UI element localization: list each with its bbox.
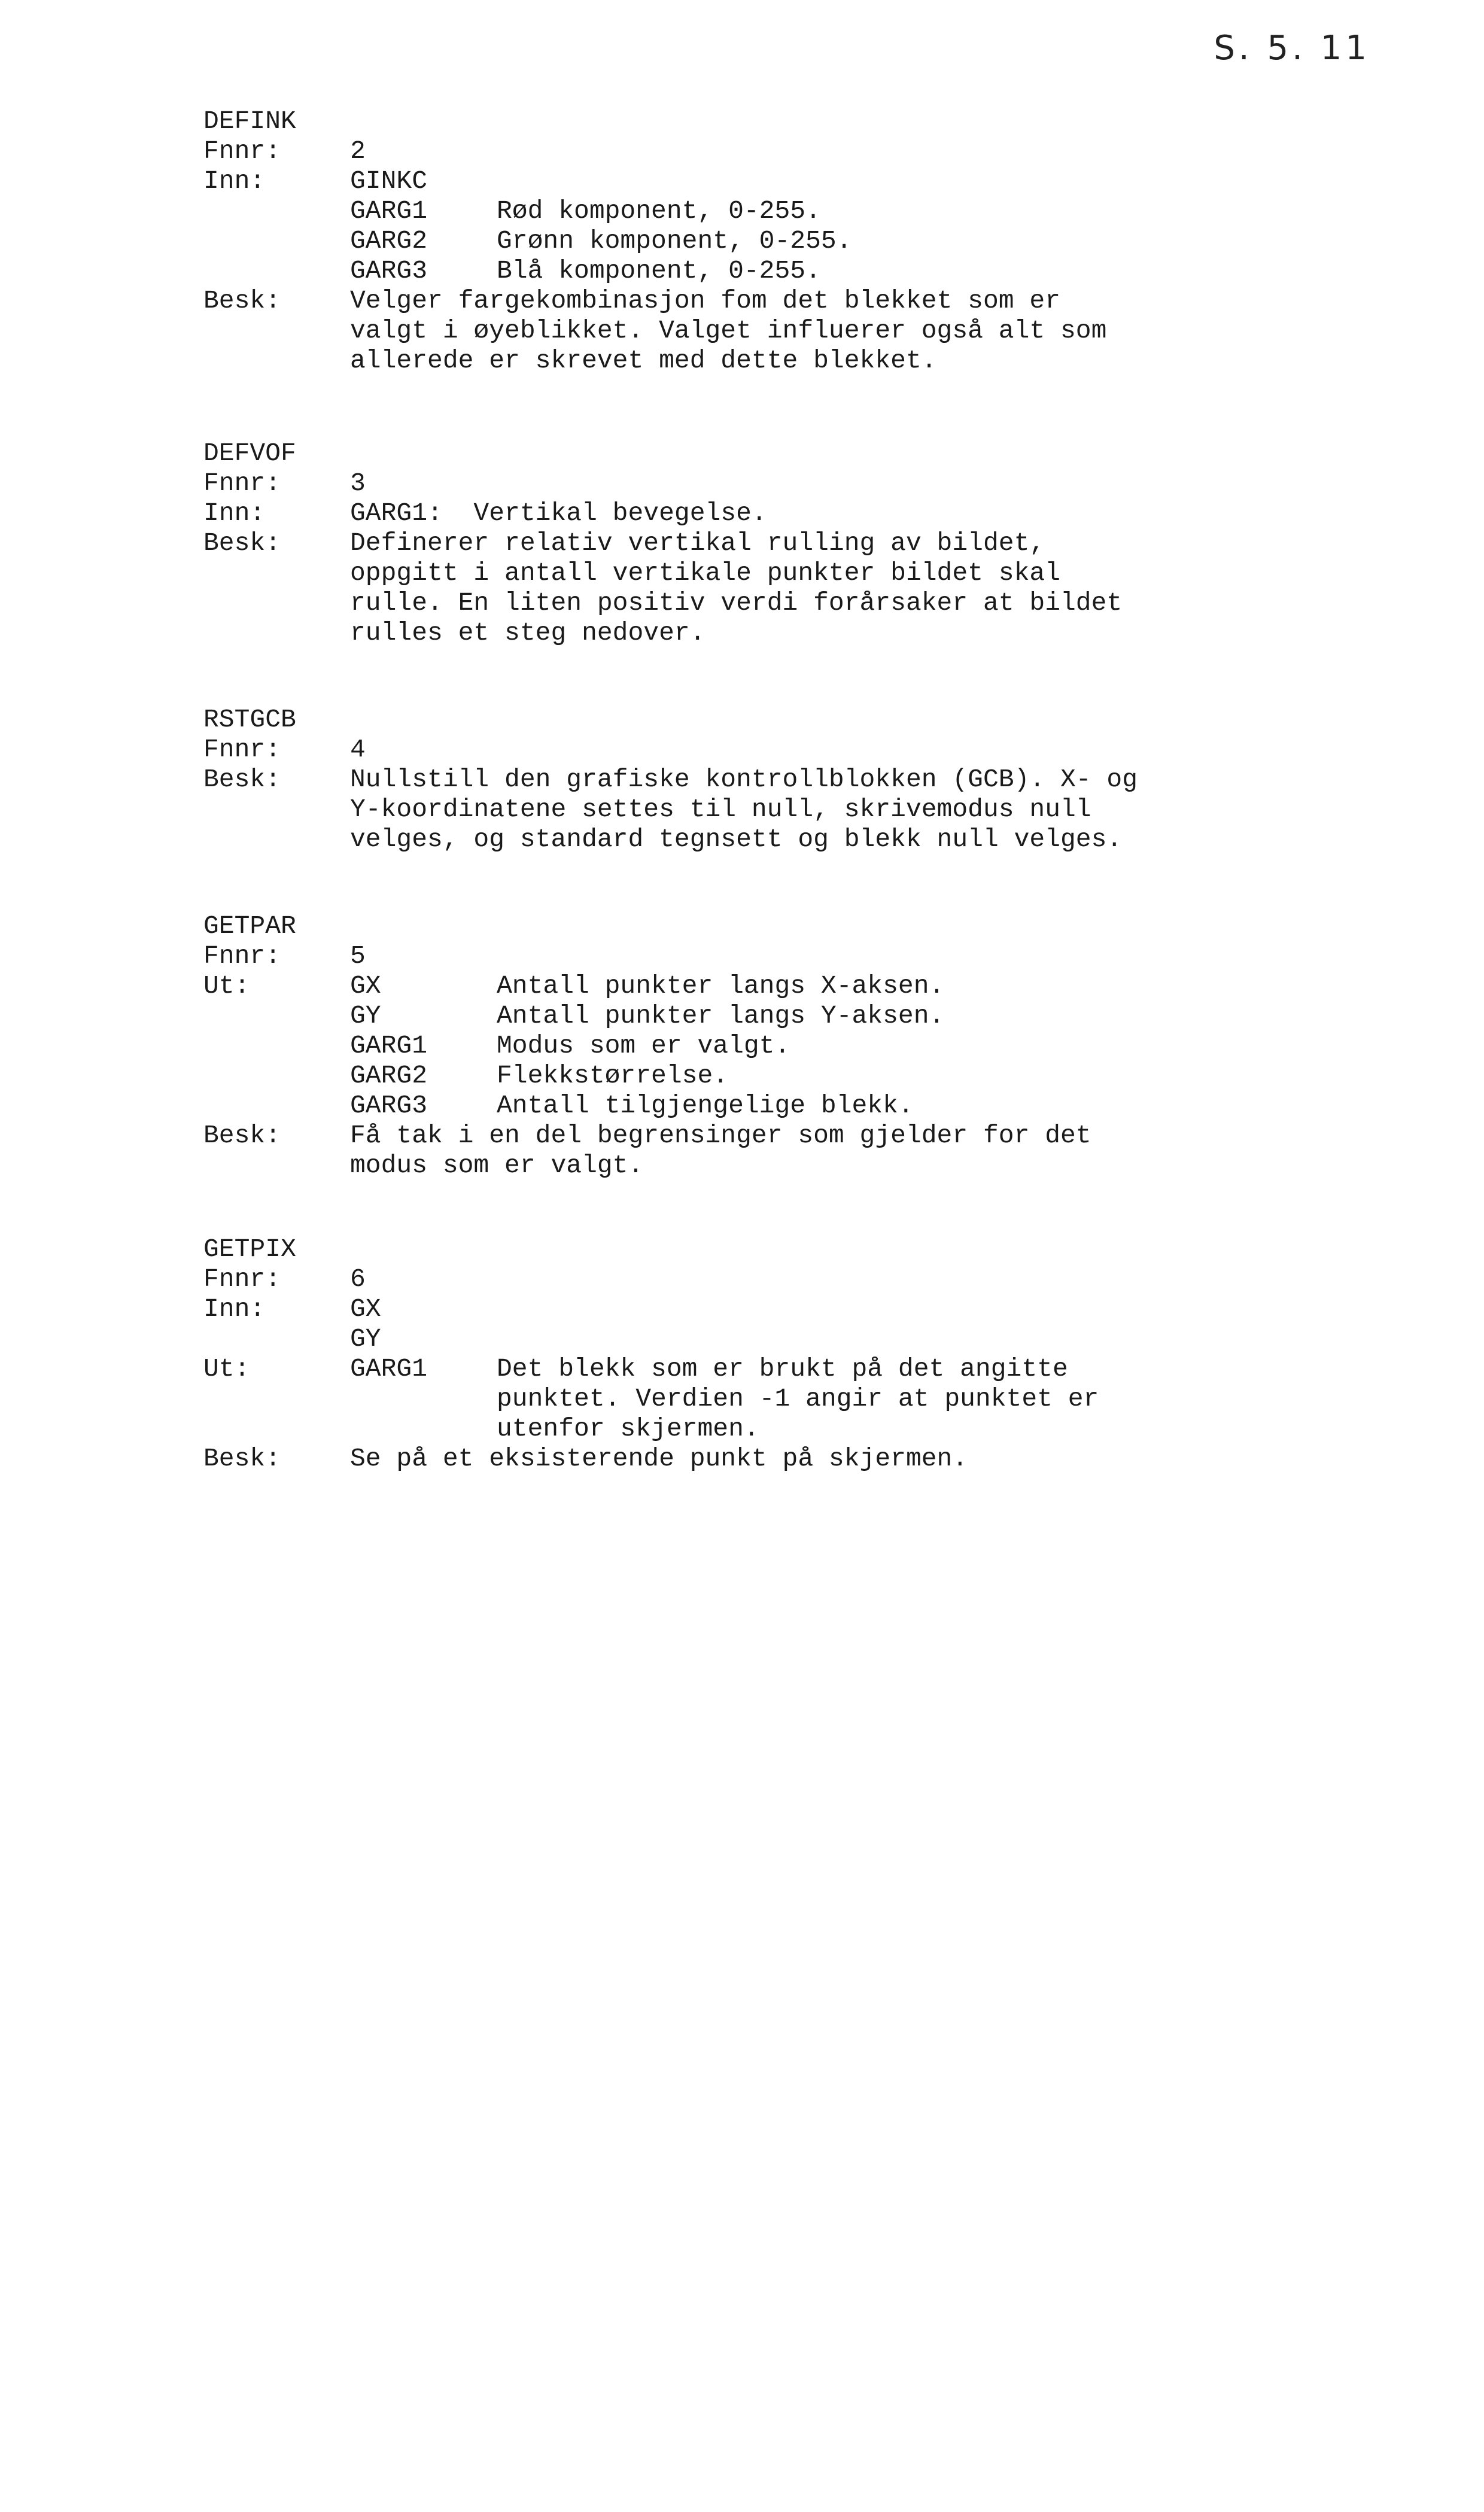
out-code: GY [350, 1001, 381, 1030]
besk-label: Besk: [203, 765, 281, 794]
fnnr-value: 3 [350, 469, 366, 498]
out-desc: Antall punkter langs X-aksen. [497, 971, 945, 1000]
out-desc: Antall tilgjengelige blekk. [497, 1091, 914, 1120]
fnnr-row [203, 1264, 1340, 1294]
besk-label: Besk: [203, 1444, 281, 1473]
out-row [350, 1354, 1340, 1444]
fnnr-value: 4 [350, 735, 366, 764]
besk-label: Besk: [203, 528, 281, 558]
fnnr-row [203, 469, 1340, 498]
inn-label: Inn: [203, 498, 266, 528]
entry-name: DEFINK [203, 107, 296, 136]
fnnr-label: Fnnr: [203, 469, 281, 498]
out-row [350, 1031, 1340, 1061]
out-code: GARG2 [350, 1061, 428, 1090]
fnnr-value: 2 [350, 136, 366, 166]
inn-row [203, 166, 1340, 286]
out-code: GARG1 [350, 1031, 428, 1060]
fnnr-row [203, 941, 1340, 971]
besk-row [203, 1444, 1340, 1474]
besk-row [203, 765, 1340, 854]
fnnr-value: 6 [350, 1264, 366, 1294]
page-number: S. 5. 11 [1214, 29, 1370, 68]
entry-name: DEFVOF [203, 439, 296, 468]
arg-row [350, 196, 1340, 226]
out-row [350, 1091, 1340, 1121]
fnnr-label: Fnnr: [203, 941, 281, 971]
besk-row [203, 1121, 1340, 1181]
entry-getpar [203, 911, 1340, 1181]
ut-row [203, 1354, 1340, 1444]
arg-desc: Rød komponent, 0-255. [497, 196, 821, 226]
fnnr-row [203, 735, 1340, 765]
fnnr-label: Fnnr: [203, 1264, 281, 1294]
besk-line: Definerer relativ vertikal rulling av bildet, [350, 528, 1045, 558]
out-code: GARG1 [350, 1354, 428, 1383]
arg-row [350, 226, 1340, 256]
entry-name: RSTGCB [203, 705, 296, 734]
besk-line: modus som er valgt. [350, 1151, 644, 1180]
besk-line: Y-koordinatene settes til null, skrivemodus null [350, 795, 1091, 824]
arg-row [350, 256, 1340, 286]
besk-line: rulle. En liten positiv verdi forårsaker at bildet [350, 588, 1123, 618]
inn-label: Inn: [203, 1294, 266, 1324]
arg-code: GARG2 [350, 226, 428, 256]
besk-label: Besk: [203, 1121, 281, 1150]
arg-desc: Grønn komponent, 0-255. [497, 226, 852, 256]
arg-code: GARG3 [350, 256, 428, 285]
besk-line: velges, og standard tegnsett og blekk null velges. [350, 825, 1123, 854]
out-desc: Antall punkter langs Y-aksen. [497, 1001, 945, 1030]
fnnr-value: 5 [350, 941, 366, 971]
entry-name: GETPAR [203, 911, 296, 941]
fnnr-row [203, 136, 1340, 166]
entry-name: GETPIX [203, 1234, 296, 1264]
besk-line: Nullstill den grafiske kontrollblokken (GCB). X- og [350, 765, 1138, 794]
out-desc: Modus som er valgt. [497, 1031, 790, 1060]
inn-value: GX [350, 1294, 381, 1324]
arg-desc: Blå komponent, 0-255. [497, 256, 821, 285]
out-row [350, 1061, 1340, 1091]
entry-rstgcb [203, 705, 1340, 854]
besk-row [203, 528, 1340, 648]
inn-value: GARG1: Vertikal bevegelse. [350, 498, 767, 528]
entry-defvof [203, 439, 1340, 648]
entry-defink [203, 107, 1340, 376]
besk-line: Velger fargekombinasjon fom det blekket som er [350, 286, 1060, 315]
inn-value: GY [350, 1324, 381, 1354]
besk-line: valgt i øyeblikket. Valget influerer også alt som [350, 316, 1107, 345]
besk-line: rulles et steg nedover. [350, 618, 705, 647]
besk-line: Få tak i en del begrensinger som gjelder for det [350, 1121, 1091, 1150]
besk-label: Besk: [203, 286, 281, 315]
out-row [350, 971, 1340, 1001]
out-desc-line: Det blekk som er brukt på det angitte [497, 1354, 1068, 1383]
out-desc-line: punktet. Verdien -1 angir at punktet er [497, 1384, 1099, 1413]
out-code: GARG3 [350, 1091, 428, 1120]
out-desc: Flekkstørrelse. [497, 1061, 729, 1090]
inn-value: GINKC [350, 166, 428, 196]
fnnr-label: Fnnr: [203, 735, 281, 764]
besk-line: Se på et eksisterende punkt på skjermen. [350, 1444, 968, 1473]
besk-line: allerede er skrevet med dette blekket. [350, 346, 937, 375]
entry-getpix [203, 1234, 1340, 1474]
out-row [350, 1001, 1340, 1031]
besk-line: oppgitt i antall vertikale punkter bildet skal [350, 558, 1060, 588]
out-desc-line: utenfor skjermen. [497, 1414, 759, 1443]
out-code: GX [350, 971, 381, 1000]
arg-code: GARG1 [350, 196, 428, 226]
inn-label: Inn: [203, 166, 266, 196]
inn-row [203, 1294, 1340, 1354]
fnnr-label: Fnnr: [203, 136, 281, 166]
besk-row [203, 286, 1340, 376]
ut-label: Ut: [203, 1354, 250, 1383]
inn-row [203, 498, 1340, 528]
ut-label: Ut: [203, 971, 250, 1000]
ut-row [203, 971, 1340, 1121]
